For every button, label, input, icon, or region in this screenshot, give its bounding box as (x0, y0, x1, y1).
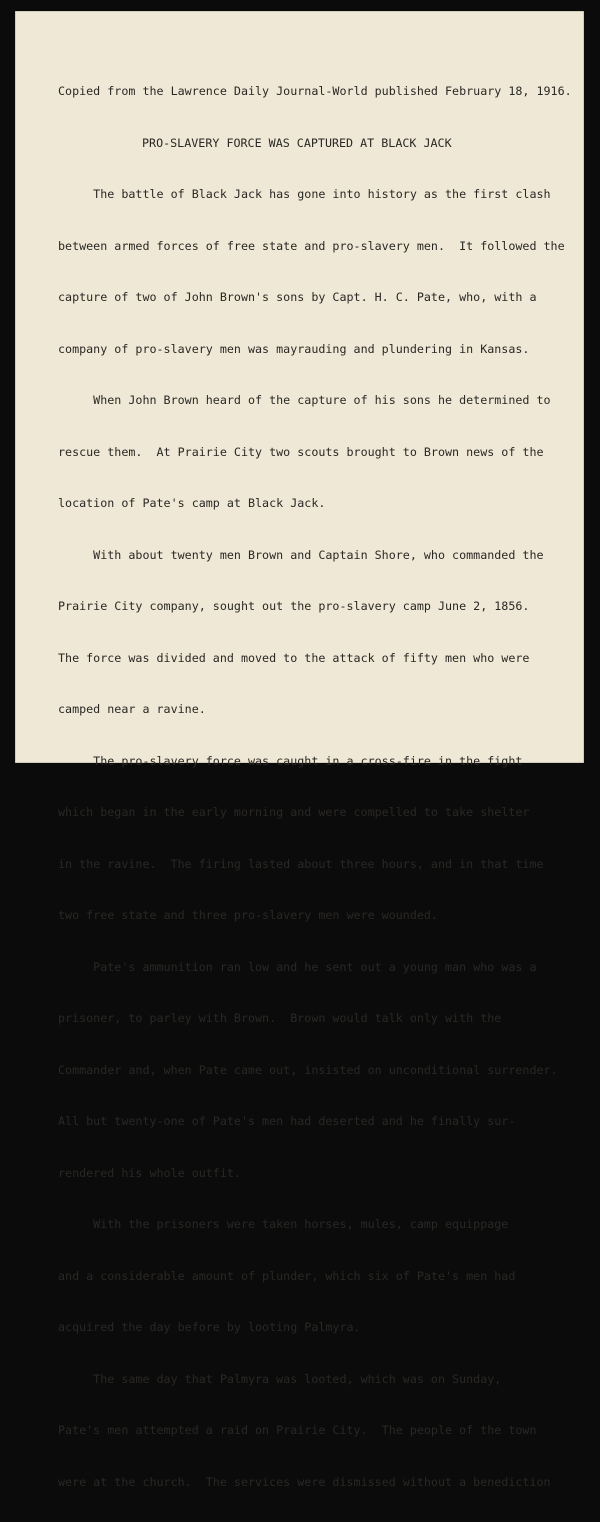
article-heading-text: PRO-SLAVERY FORCE WAS CAPTURED AT BLACK JACK (142, 136, 452, 150)
text-line: location of Pate's camp at Black Jack. (58, 496, 326, 510)
text-line: between armed forces of free state and pro-slavery men. It followed the (58, 238, 565, 253)
text-line: With about twenty men Brown and Captain Shore, who commanded the (58, 547, 544, 562)
text-line: company of pro-slavery men was mayrauding and plundering in Kansas. (58, 341, 530, 356)
text-line: two free state and three pro-slavery men were wounded. (58, 908, 438, 922)
text-line: acquired the day before by looting Palmyra. (58, 1320, 361, 1334)
text-line: The pro-slavery force was caught in a cross-fire in the fight (58, 753, 523, 768)
text-line: rescue them. At Prairie City two scouts brought to Brown news of the (58, 444, 544, 459)
text-line: The force was divided and moved to the attack of fifty men who were (58, 650, 530, 665)
typed-text-block (58, 52, 572, 1522)
text-line: Commander and, when Pate came out, insisted on unconditional surrender. (58, 1062, 558, 1077)
text-line: Pate's men attempted a raid on Prairie City. The people of the town (58, 1423, 537, 1437)
text-line: camped near a ravine. (58, 702, 206, 716)
text-line: and a considerable amount of plunder, which six of Pate's men had (58, 1268, 516, 1283)
text-line: in the ravine. The firing lasted about three hours, and in that time (58, 856, 544, 871)
text-line: The same day that Palmyra was looted, which was on Sunday, (58, 1371, 502, 1386)
article-heading (58, 131, 558, 155)
text-line: were at the church. The services were dismissed without a benediction (58, 1474, 551, 1489)
text-line: All but twenty-one of Pate's men had deserted and he finally sur- (58, 1114, 516, 1128)
text-line: Prairie City company, sought out the pro-slavery camp June 2, 1856. (58, 599, 530, 613)
text-line: prisoner, to parley with Brown. Brown would talk only with the (58, 1011, 502, 1025)
text-line: which began in the early morning and were compelled to take shelter (58, 805, 530, 819)
text-line: Pate's ammunition ran low and he sent out a young man who was a (58, 959, 537, 974)
text-line: The battle of Black Jack has gone into history as the first clash (58, 187, 551, 201)
text-line: rendered his whole outfit. (58, 1165, 241, 1180)
text-line: capture of two of John Brown's sons by Capt. H. C. Pate, who, with a (58, 290, 537, 304)
source-line: Copied from the Lawrence Daily Journal-World published February 18, 1916. (58, 84, 572, 98)
text-line: When John Brown heard of the capture of his sons he determined to (58, 393, 551, 407)
text-line: With the prisoners were taken horses, mules, camp equippage (58, 1217, 509, 1231)
